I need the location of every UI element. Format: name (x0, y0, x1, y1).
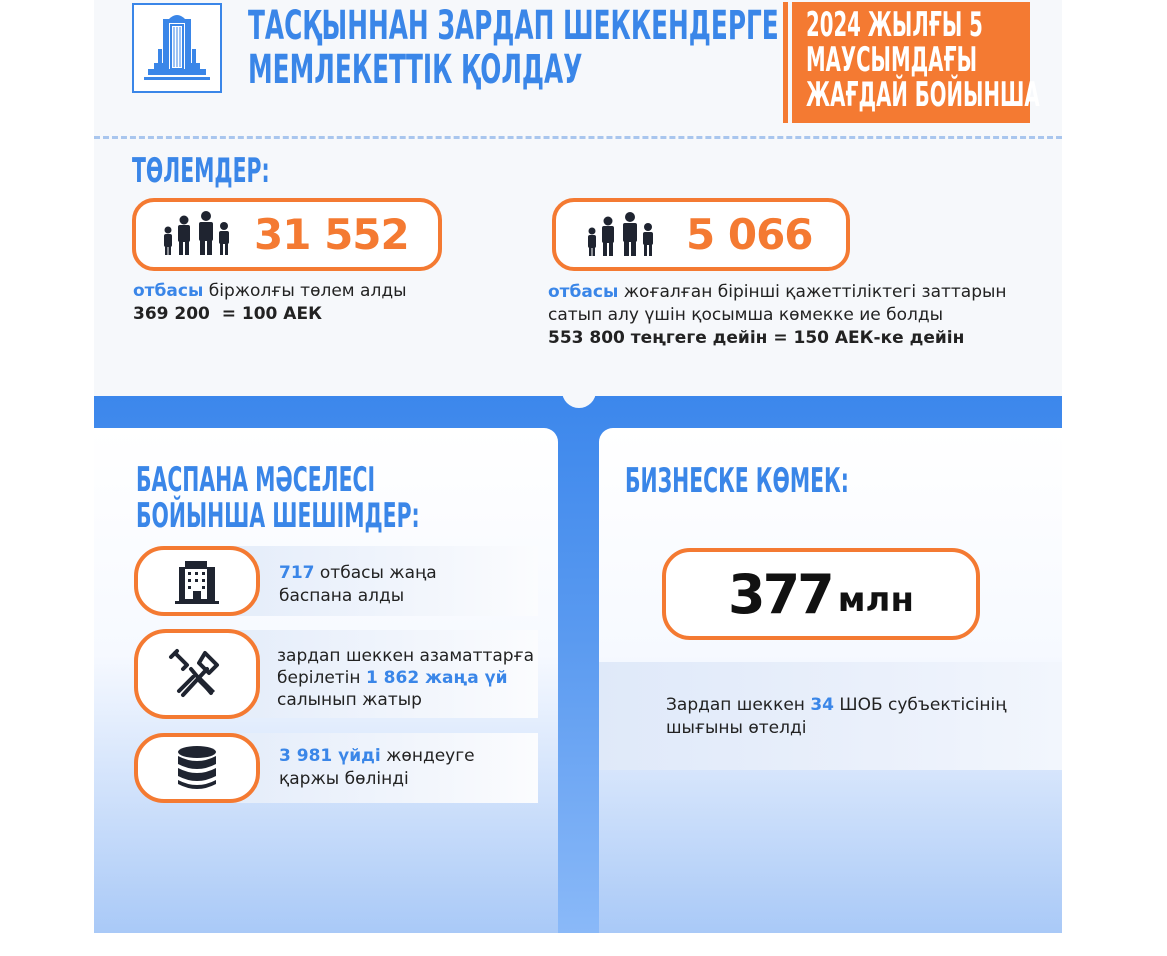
business-unit: млн (837, 580, 914, 620)
building-icon (175, 557, 219, 605)
government-building-icon (134, 5, 220, 91)
business-heading: БИЗНЕСКЕ КӨМЕК: (625, 461, 849, 501)
housing-item-3-text1: жөндеуге (380, 746, 475, 766)
logo (132, 3, 222, 93)
housing-item-2-text1: зардап шеккен азаматтарға (277, 646, 535, 666)
payments-right-word: отбасы (548, 282, 619, 302)
business-desc-pre: Зардап шеккен (666, 695, 811, 715)
family-icon (584, 210, 664, 260)
housing-heading-line1: БАСПАНА МӘСЕЛЕСІ (136, 460, 376, 500)
payments-heading: ТӨЛЕМДЕР: (132, 151, 270, 191)
dashed-divider (94, 136, 1062, 139)
business-desc-line1 (666, 694, 1006, 717)
business-desc-line2: шығыны өтелді (666, 718, 807, 738)
housing-item-3-num: 3 981 үйді (279, 746, 381, 766)
payments-left-amount: 369 200 = 100 АЕК (133, 304, 322, 324)
housing-item-1-text (279, 562, 437, 585)
housing-item-1-text2: баспана алды (279, 586, 405, 606)
housing-heading-line2: БОЙЫНША ШЕШІМДЕР: (136, 496, 420, 536)
date-line-2: МАУСЫМДАҒЫ (806, 40, 978, 80)
payments-left-word: отбасы (133, 281, 204, 301)
payments-right-amount: 553 800 теңгеге дейін = 150 АЕК-ке дейін (548, 328, 965, 348)
date-line-1: 2024 ЖЫЛҒЫ 5 (806, 5, 983, 45)
family-icon (160, 209, 240, 259)
date-badge-accent (783, 2, 788, 123)
payments-left-desc (133, 280, 533, 303)
business-desc-num: 34 (810, 695, 834, 715)
housing-item-1-text1: отбасы жаңа (319, 563, 437, 583)
payments-right-number: 5 066 (686, 210, 813, 259)
housing-item-2-text3: салынып жатыр (277, 690, 422, 710)
housing-item-icon-box (134, 733, 260, 803)
business-number-row (662, 548, 980, 640)
payments-left-number: 31 552 (254, 210, 409, 259)
housing-item-icon-box (134, 546, 260, 616)
infographic (94, 0, 1062, 933)
housing-item-2-num: 1 862 жаңа үй (365, 668, 508, 688)
payments-right-text-2: сатып алу үшін қосымша көмекке ие болды (548, 305, 944, 325)
construction-tools-icon (165, 647, 229, 701)
housing-item-icon-box (134, 629, 260, 719)
payments-left-text: біржолғы төлем алды (208, 281, 407, 301)
business-desc-post: ШОБ субъектісінің (834, 695, 1007, 715)
housing-item-3-text2: қаржы бөлінді (279, 769, 409, 789)
date-line-3: ЖАҒДАЙ БОЙЫНША (806, 75, 1040, 115)
payments-right-desc (548, 281, 1048, 304)
page-title-line2: МЕМЛЕКЕТТІК ҚОЛДАУ (248, 47, 583, 93)
coins-stack-icon (176, 744, 218, 792)
housing-item-1-num: 717 (279, 563, 315, 583)
housing-item-2-pre: берілетін (277, 668, 366, 688)
housing-item-3-text (279, 745, 475, 768)
housing-item-2-text2 (277, 667, 508, 690)
payments-right-text-1: жоғалған бірінші қажеттіліктегі заттарын (623, 282, 1007, 302)
page-title-line1: ТАСҚЫННАН ЗАРДАП ШЕККЕНДЕРГЕ (248, 3, 779, 49)
business-number: 377 (728, 562, 832, 626)
